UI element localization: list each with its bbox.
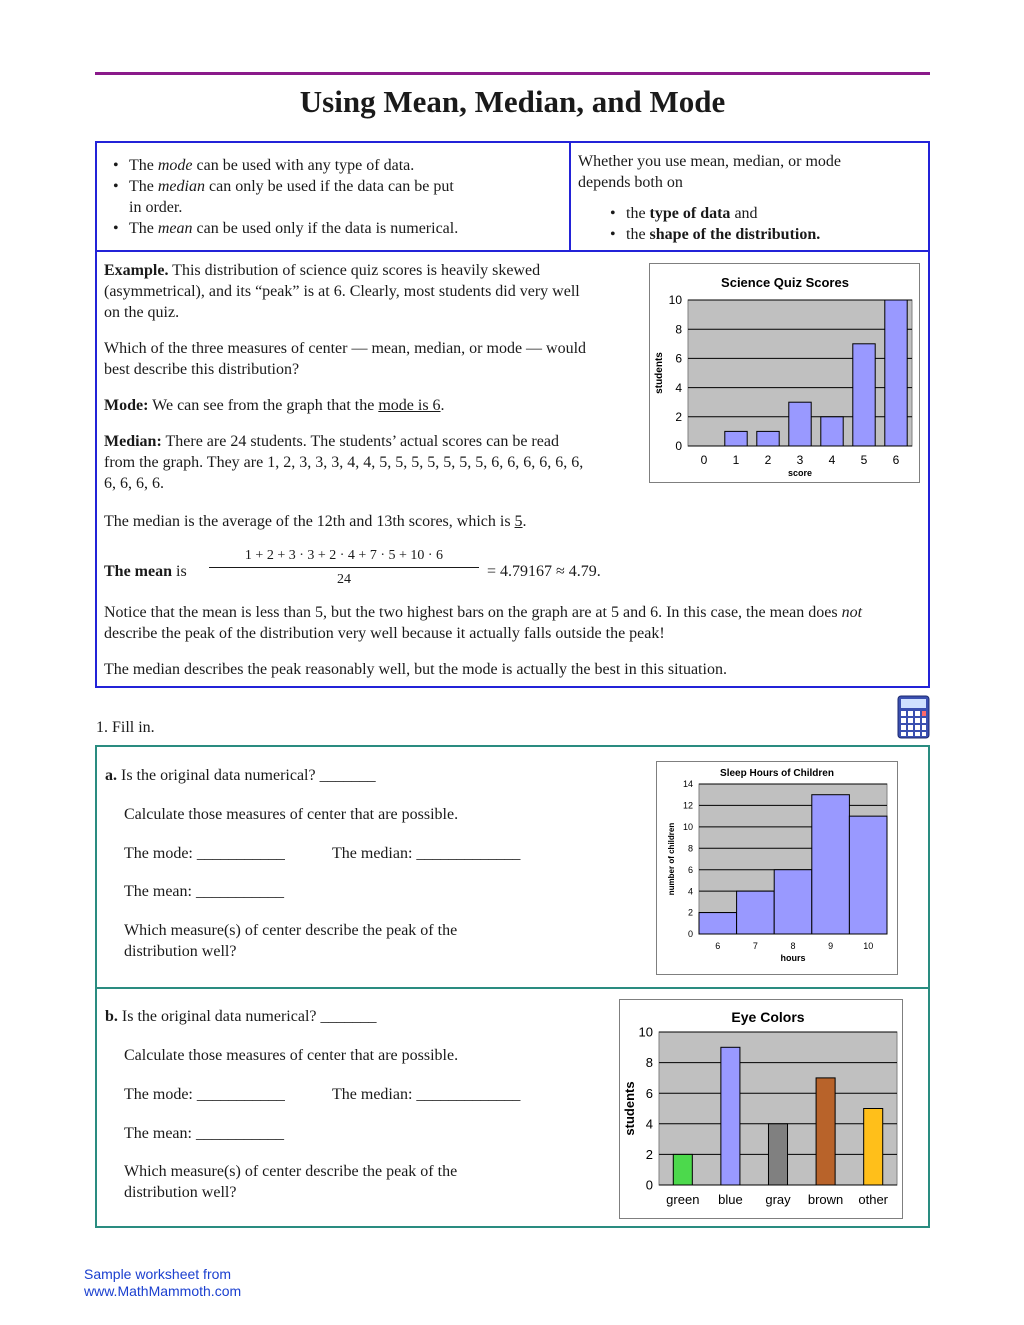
y-tick-label: 10 (638, 1024, 653, 1040)
mean-formula (104, 547, 704, 592)
y-tick-label: 6 (687, 864, 693, 875)
x-tick-label: 8 (790, 941, 796, 951)
example-text-col (104, 260, 589, 494)
x-tick-label: 7 (752, 941, 758, 951)
y-tick-label: 8 (645, 1055, 653, 1071)
intro-right-list (610, 203, 918, 245)
part-a-q5: Which measure(s) of center describe the peak of the distribution well? (124, 922, 458, 960)
part-a-box (95, 745, 930, 989)
eye-colors-chart (619, 999, 903, 1219)
intro-right-bullet-shape: • the shape of the distribution. (610, 224, 918, 245)
example-box (95, 250, 930, 688)
bar (789, 402, 811, 446)
bar (821, 417, 843, 446)
x-tick-label: 10 (863, 941, 874, 951)
y-tick-label: 0 (675, 439, 682, 454)
bar (853, 344, 875, 446)
y-tick-label: 2 (645, 1146, 653, 1162)
calculator-icon (897, 695, 930, 739)
y-tick-label: 0 (687, 929, 693, 940)
part-b-mean[interactable]: The mean: ___________ (124, 1125, 284, 1142)
y-tick-label: 2 (675, 410, 682, 424)
eye-colors-chart-svg (620, 1000, 902, 1218)
footer-link[interactable]: www.MathMammoth.com (84, 1283, 242, 1299)
fraction-bar (209, 567, 479, 568)
y-tick-label: 4 (687, 886, 693, 897)
part-b-q1: b. Is the original data numerical? _______ (105, 1008, 377, 1025)
bar (816, 1078, 835, 1185)
chart-title: Eye Colors (731, 1009, 805, 1025)
bar (721, 1047, 740, 1185)
bar (812, 795, 850, 934)
part-b-mode[interactable]: The mode: ___________ (124, 1086, 285, 1103)
intro-bullet-median: • The median can only be used if the data can be put in order. (113, 176, 563, 218)
intro-left-list (113, 155, 563, 239)
science-quiz-chart (649, 263, 920, 483)
sleep-hours-chart-svg (657, 762, 897, 974)
bar (737, 891, 775, 934)
example-median: Median: There are 24 students. The students’ actual scores can be read from the graph. They are 1, 2, 3, 3, 3, 4, 4, 5, 5, 5, 5, 5, 5, 5, 6, 6, 6, 6, 6, 6, 6, 6, 6, 6. (104, 433, 584, 492)
x-tick-label: brown (807, 1192, 844, 1207)
bar (885, 300, 907, 446)
chart-title: Science Quiz Scores (721, 275, 849, 290)
intro-right (578, 151, 918, 245)
bar (768, 1124, 787, 1185)
y-axis-label: students (622, 1081, 637, 1136)
bar (864, 1109, 883, 1186)
part-a-mode[interactable]: The mode: ___________ (124, 845, 285, 862)
part-b-q5: Which measure(s) of center describe the peak of the distribution well? (124, 1163, 458, 1201)
y-tick-label: 6 (675, 351, 682, 366)
intro-divider (569, 143, 571, 252)
page-title: Using Mean, Median, and Mode (299, 84, 726, 119)
exercise-heading: 1. Fill in. (96, 719, 155, 736)
intro-right-line2: depends both on (578, 174, 683, 191)
mean-label: The mean is (104, 563, 187, 580)
y-tick-label: 8 (687, 843, 693, 854)
y-tick-label: 2 (687, 907, 693, 918)
example-intro: Example. This distribution of science quiz scores is heavily skewed (asymmetrical), and its “peak” is at 6. Clearly, most students did very well on the quiz. (104, 262, 580, 321)
footer (84, 1266, 241, 1300)
bar (849, 816, 887, 934)
intro-box (95, 141, 930, 252)
example-conclusion: The median describes the peak reasonably well, but the mode is actually the best in this situation. (104, 661, 727, 678)
mean-numerator: 1 + 2 + 3 · 3 + 2 · 4 + 7 · 5 + 10 · 6 (244, 548, 444, 563)
intro-right-line1: Whether you use mean, median, or mode (578, 153, 842, 170)
bar (699, 913, 737, 934)
x-tick-label: green (666, 1192, 700, 1207)
x-tick-label: 6 (715, 941, 721, 951)
bar (774, 870, 812, 934)
y-axis-label: students (654, 352, 665, 394)
y-tick-label: 0 (645, 1177, 653, 1193)
bar (725, 431, 747, 446)
x-tick-label: 0 (700, 453, 708, 467)
part-a-median[interactable]: The median: _____________ (332, 845, 521, 862)
x-tick-label: 3 (796, 453, 804, 467)
y-tick-label: 10 (682, 822, 693, 833)
y-tick-label: 10 (668, 293, 682, 308)
intro-right-bullet-type: • the type of data and (610, 203, 918, 224)
part-a-q1: a. Is the original data numerical? _______ (105, 767, 376, 784)
sleep-hours-chart (656, 761, 898, 975)
part-b-box (95, 987, 930, 1228)
part-b-median[interactable]: The median: _____________ (332, 1086, 521, 1103)
x-tick-label: 5 (860, 453, 868, 467)
x-tick-label: 9 (828, 941, 834, 951)
example-median-result: The median is the average of the 12th and 13th scores, which is 5. (104, 513, 527, 530)
x-tick-label: 1 (732, 453, 740, 467)
x-tick-label: 6 (892, 453, 900, 467)
y-tick-label: 12 (682, 800, 693, 811)
x-tick-label: gray (765, 1192, 791, 1207)
y-axis-label: number of children (667, 822, 676, 896)
intro-bullet-mode: • The mode can be used with any type of data. (113, 155, 563, 176)
part-a-mean[interactable]: The mean: ___________ (124, 883, 284, 900)
part-a-q2: Calculate those measures of center that are possible. (124, 806, 459, 823)
footer-line1: Sample worksheet from (84, 1266, 232, 1282)
x-tick-label: 4 (828, 453, 836, 467)
example-question: Which of the three measures of center — mean, median, or mode — would best describe this distribution? (104, 340, 587, 378)
part-b-q2: Calculate those measures of center that are possible. (124, 1047, 459, 1064)
x-tick-label: blue (718, 1192, 743, 1207)
y-tick-label: 4 (645, 1116, 653, 1132)
y-tick-label: 6 (645, 1085, 653, 1101)
example-notice: Notice that the mean is less than 5, but the two highest bars on the graph are at 5 and 6. In this case, the mean does not describe the peak of the distribution very well because it actually falls outside the peak! (104, 604, 863, 642)
chart-title: Sleep Hours of Children (720, 768, 834, 779)
y-tick-label: 8 (675, 322, 682, 337)
x-axis-label: hours (780, 953, 806, 963)
x-tick-label: 2 (764, 453, 772, 467)
title-rule (95, 72, 930, 75)
intro-bullet-mean: • The mean can be used only if the data is numerical. (113, 218, 563, 239)
x-axis-label: score (787, 468, 813, 478)
mean-result: = 4.79167 ≈ 4.79. (487, 563, 601, 580)
example-mode: Mode: We can see from the graph that the mode is 6. (104, 397, 445, 414)
bar (673, 1154, 692, 1185)
x-tick-label: other (858, 1192, 889, 1207)
y-tick-label: 14 (682, 779, 693, 790)
mean-denominator: 24 (337, 572, 351, 587)
science-quiz-chart-svg (650, 264, 919, 482)
y-tick-label: 4 (675, 380, 682, 395)
bar (757, 431, 779, 446)
